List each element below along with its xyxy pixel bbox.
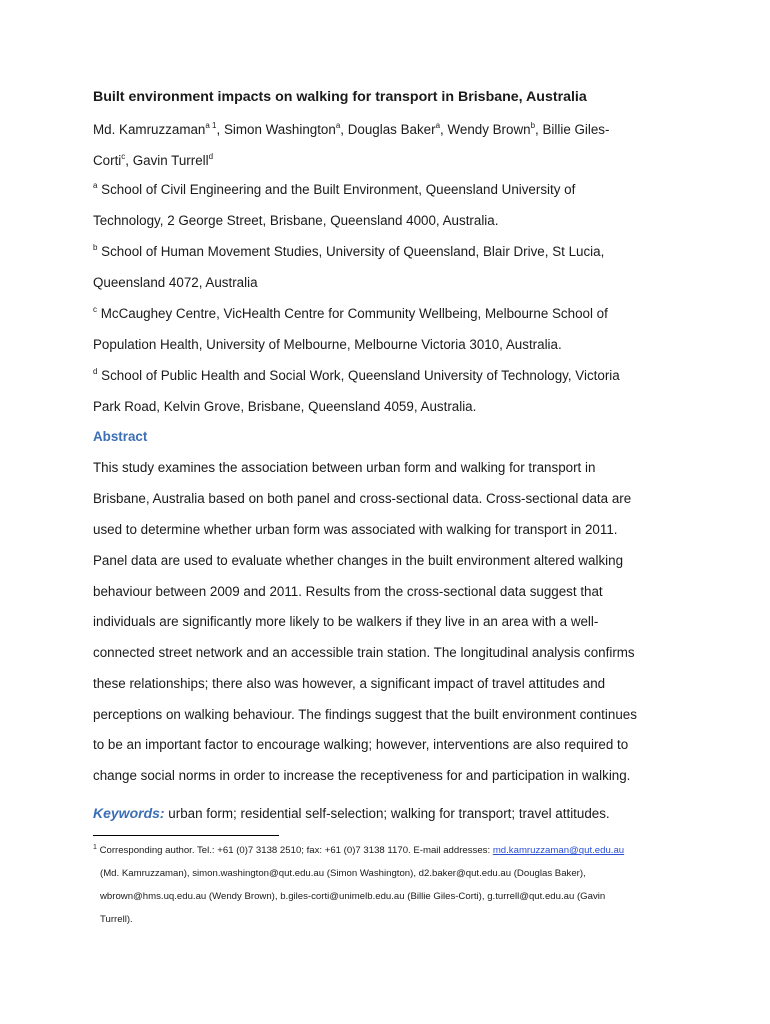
abstract-line: individuals are significantly more likely to be walkers if they live in an area with a well- [93, 614, 599, 629]
abstract-heading: Abstract [93, 429, 148, 444]
footnote-text: Corresponding author. Tel.: +61 (0)7 3138 2510; fax: +61 (0)7 3138 1170. E-mail addresses: [96, 845, 493, 856]
footnote-line-3: wbrown@hms.uq.edu.au (Wendy Brown), b.giles-corti@unimelb.edu.au (Billie Giles-Corti), g.turrell@qut.edu.au (Gavin [100, 891, 606, 902]
author-kamruzzaman: Md. Kamruzzaman [93, 122, 206, 137]
footnote-line-2: (Md. Kamruzzaman), simon.washington@qut.edu.au (Simon Washington), d2.baker@qut.edu.au (Douglas Baker), [100, 868, 586, 879]
affiliation-b-line1 [93, 244, 604, 260]
affiliation-mark: d [93, 367, 98, 376]
affiliation-b-line2: Queensland 4072, Australia [93, 275, 258, 290]
affiliation-a-line2: Technology, 2 George Street, Brisbane, Queensland 4000, Australia. [93, 213, 499, 228]
keywords-line [93, 805, 610, 822]
author-turrell: , Gavin Turrell [125, 153, 209, 168]
email-link[interactable]: md.kamruzzaman@qut.edu.au [492, 845, 625, 856]
paper-title: Built environment impacts on walking for transport in Brisbane, Australia [93, 89, 587, 105]
author-brown: , Wendy Brown [440, 122, 531, 137]
abstract-line: to be an important factor to encourage walking; however, interventions are also required to [93, 737, 629, 752]
author-sup: a 1 [205, 121, 217, 130]
abstract-line: Brisbane, Australia based on both panel and cross-sectional data. Cross-sectional data are [93, 491, 632, 506]
abstract-line: connected street network and an accessible train station. The longitudinal analysis confirms [93, 645, 635, 660]
abstract-line: used to determine whether urban form was associated with walking for transport in 2011. [93, 522, 618, 537]
abstract-line: Panel data are used to evaluate whether changes in the built environment altered walking [93, 553, 624, 568]
affiliation-text: School of Human Movement Studies, University of Queensland, Blair Drive, St Lucia, [97, 244, 605, 259]
affiliation-text: School of Public Health and Social Work, Queensland University of Technology, Victoria [97, 368, 620, 383]
abstract-line: behaviour between 2009 and 2011. Results from the cross-sectional data suggest that [93, 584, 603, 599]
author-baker: , Douglas Baker [340, 122, 436, 137]
author-sup: b [530, 121, 536, 130]
affiliation-text: School of Civil Engineering and the Built Environment, Queensland University of [97, 182, 576, 197]
affiliation-a-line1 [93, 182, 575, 198]
affiliation-mark: b [93, 243, 98, 252]
affiliation-text: McCaughey Centre, VicHealth Centre for Community Wellbeing, Melbourne School of [97, 306, 608, 321]
abstract-line: This study examines the association between urban form and walking for transport in [93, 460, 596, 475]
abstract-line: perceptions on walking behaviour. The findings suggest that the built environment continues [93, 707, 637, 722]
author-line-2 [93, 153, 213, 169]
affiliation-mark: a [93, 181, 98, 190]
footnote-line-4: Turrell). [100, 914, 133, 925]
author-sup: a [335, 121, 341, 130]
abstract-line: these relationships; there also was however, a significant impact of travel attitudes and [93, 676, 606, 691]
affiliation-c-line1 [93, 306, 608, 322]
author-sup: a [435, 121, 441, 130]
author-giles-corti: , Billie Giles- [535, 122, 610, 137]
author-sup: d [208, 152, 214, 161]
footnote-line-1 [93, 845, 624, 857]
author-line-1 [93, 122, 609, 138]
affiliation-mark: c [93, 305, 97, 314]
abstract-line: change social norms in order to increase the receptiveness for and participation in walking. [93, 768, 631, 783]
footnote-divider [93, 835, 279, 836]
affiliation-d-line1 [93, 368, 620, 384]
author-giles-corti-cont: Corti [93, 153, 122, 168]
keywords-text: urban form; residential self-selection; walking for transport; travel attitudes. [164, 806, 610, 821]
author-sup: c [121, 152, 126, 161]
affiliation-d-line2: Park Road, Kelvin Grove, Brisbane, Queensland 4059, Australia. [93, 399, 477, 414]
footnote-mark: 1 [93, 844, 97, 851]
keywords-label: Keywords: [93, 805, 165, 821]
author-washington: , Simon Washington [216, 122, 336, 137]
affiliation-c-line2: Population Health, University of Melbourne, Melbourne Victoria 3010, Australia. [93, 337, 562, 352]
